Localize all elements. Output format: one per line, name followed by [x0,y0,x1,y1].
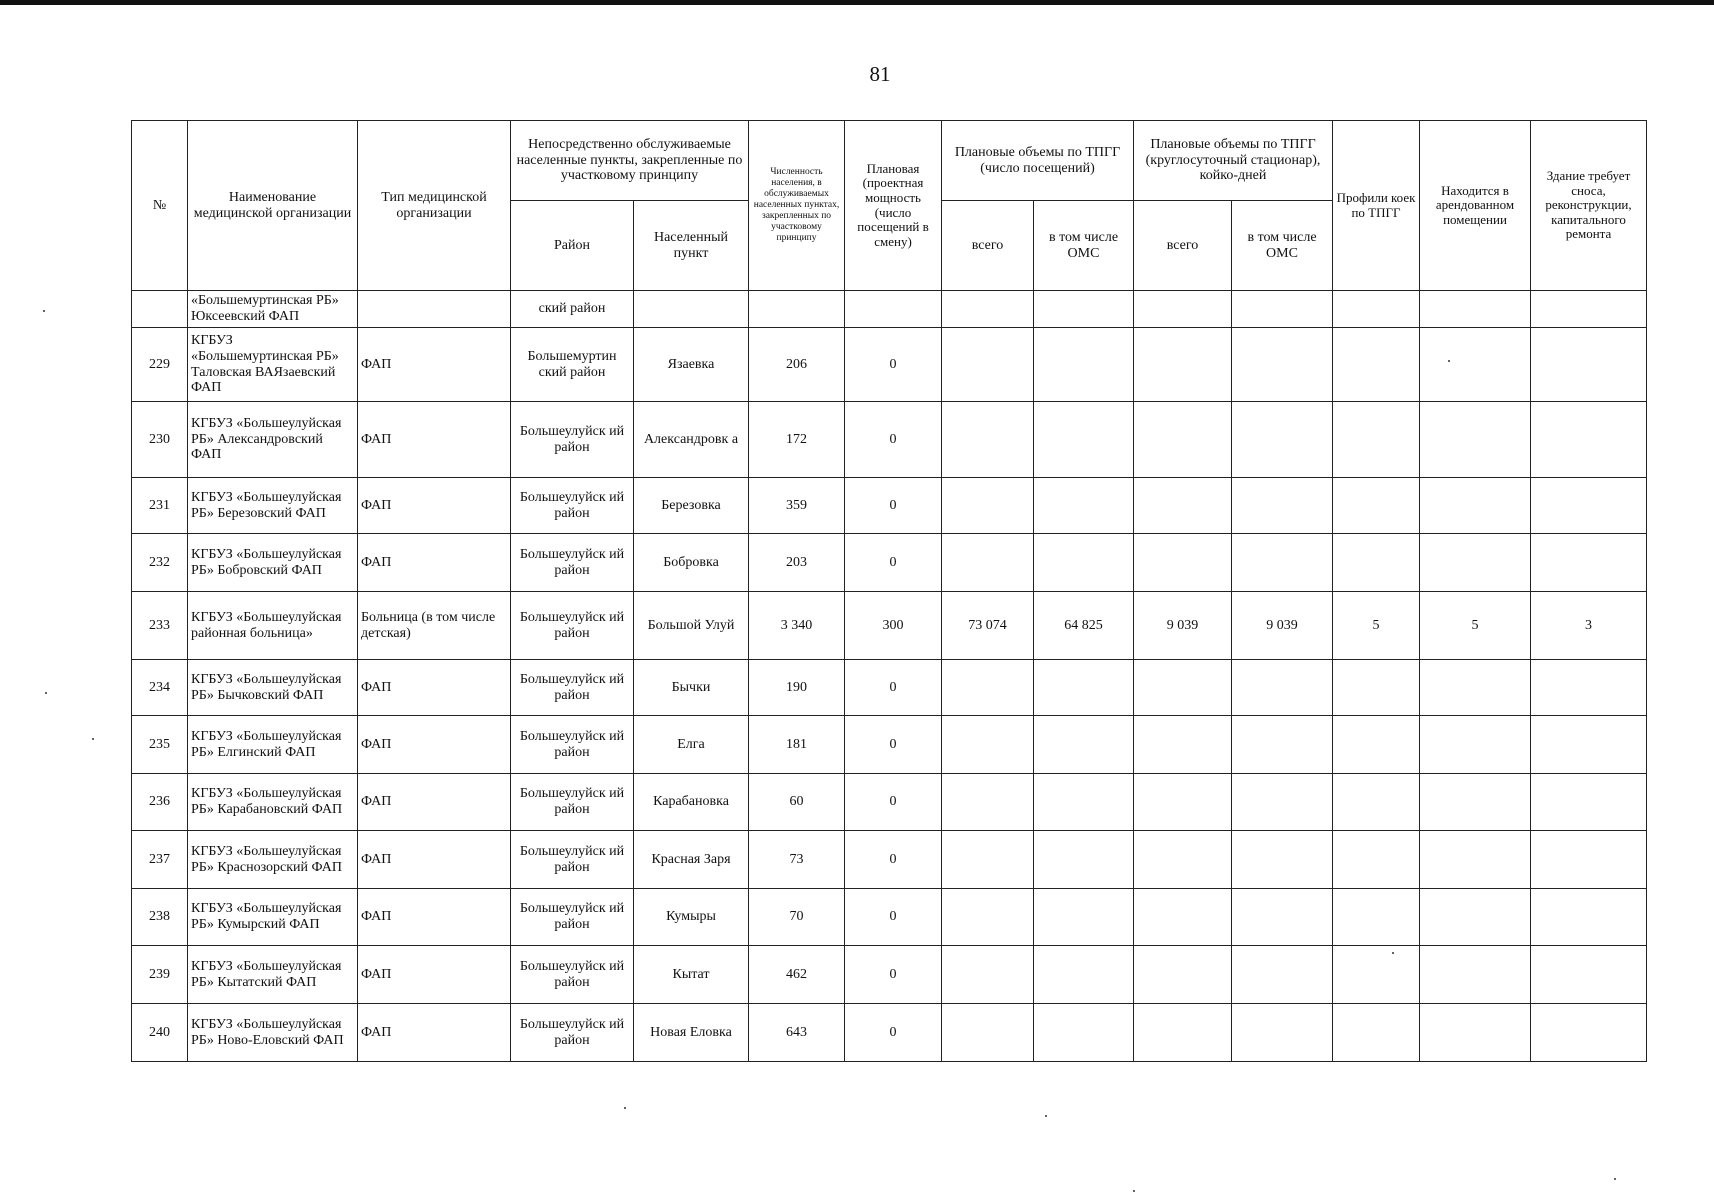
population-cell: 462 [749,946,845,1004]
bed-profiles-cell [1333,716,1420,774]
visits-oms-cell: 64 825 [1034,592,1134,660]
header-served-group: Непосредственно обслуживаемые населенные пункты, закрепленные по участковому принципу [511,121,749,201]
beds-total-cell [1134,946,1232,1004]
header-beds-oms: в том числе ОМС [1232,201,1333,291]
facility-name-cell: КГБУЗ «Большеулуйская РБ» Кумырский ФАП [188,889,358,946]
district-cell: Большеулуйск ий район [511,946,634,1004]
facility-type-cell: ФАП [358,660,511,716]
demolition-needed-cell [1531,1004,1647,1062]
visits-oms-cell [1034,478,1134,534]
table-row [132,1004,1647,1062]
visits-total-cell: 73 074 [942,592,1034,660]
visits-oms-cell [1034,328,1134,402]
beds-oms-cell [1232,716,1333,774]
header-type: Тип медицинской организации [358,121,511,291]
facility-name-cell: КГБУЗ «Большеулуйская РБ» Елгинский ФАП [188,716,358,774]
rented-premises-cell [1420,328,1531,402]
visits-total-cell [942,660,1034,716]
table-row [132,831,1647,889]
row-num-cell: 238 [132,889,188,946]
table-row [132,328,1647,402]
facility-name-cell: КГБУЗ «Большеулуйская РБ» Березовский ФАП [188,478,358,534]
table-row [132,402,1647,478]
rented-premises-cell [1420,402,1531,478]
beds-oms-cell [1232,328,1333,402]
bed-profiles-cell [1333,328,1420,402]
facility-name-cell: КГБУЗ «Большеулуйская РБ» Александровский ФАП [188,402,358,478]
header-visits-total: всего [942,201,1034,291]
header-population: Численность населения, в обслуживаемых населенных пунктах, закрепленных по участковому принципу [749,121,845,291]
header-district: Район [511,201,634,291]
capacity-cell: 0 [845,716,942,774]
scan-speck [1392,952,1394,954]
rented-premises-cell [1420,716,1531,774]
header-beds-total: всего [1134,201,1232,291]
district-cell: Большеулуйск ий район [511,660,634,716]
header-visits-oms: в том числе ОМС [1034,201,1134,291]
visits-oms-cell [1034,716,1134,774]
facility-type-cell: ФАП [358,716,511,774]
row-num-cell: 237 [132,831,188,889]
demolition-needed-cell [1531,946,1647,1004]
population-cell: 172 [749,402,845,478]
header-locality: Населенный пункт [634,201,749,291]
capacity-cell: 0 [845,946,942,1004]
facility-name-cell: КГБУЗ «Большеулуйская РБ» Бобровский ФАП [188,534,358,592]
population-cell: 73 [749,831,845,889]
population-cell: 643 [749,1004,845,1062]
visits-total-cell [942,328,1034,402]
district-cell: Большемуртин ский район [511,328,634,402]
locality-cell: Березовка [634,478,749,534]
bed-profiles-cell [1333,1004,1420,1062]
bed-profiles-cell [1333,660,1420,716]
facility-name-cell: КГБУЗ «Большеулуйская РБ» Карабановский ФАП [188,774,358,831]
visits-total-cell [942,1004,1034,1062]
rented-premises-cell [1420,478,1531,534]
visits-total-cell [942,946,1034,1004]
visits-oms-cell [1034,946,1134,1004]
locality-cell: Новая Еловка [634,1004,749,1062]
visits-oms-cell [1034,889,1134,946]
beds-total-cell [1134,478,1232,534]
beds-oms-cell [1232,402,1333,478]
table-row [132,534,1647,592]
bed-profiles-cell [1333,402,1420,478]
page-number: 81 [869,62,891,86]
visits-oms-cell [1034,831,1134,889]
beds-total-cell [1134,660,1232,716]
scan-speck [1448,360,1450,362]
demolition-needed-cell [1531,716,1647,774]
capacity-cell: 0 [845,889,942,946]
rented-premises-cell [1420,889,1531,946]
row-num-cell: 235 [132,716,188,774]
row-num-cell: 232 [132,534,188,592]
header-visits-group: Плановые объемы по ТПГГ (число посещений) [942,121,1134,201]
population-cell: 190 [749,660,845,716]
district-cell: Большеулуйск ий район [511,889,634,946]
visits-total-cell [942,774,1034,831]
continuation-row [132,291,1647,328]
district-cell: Большеулуйск ий район [511,831,634,889]
facility-type-cell: ФАП [358,478,511,534]
beds-total-cell [1134,831,1232,889]
row-num-cell: 229 [132,328,188,402]
rented-premises-cell [1420,660,1531,716]
bed-profiles-cell [1333,831,1420,889]
demolition-needed-cell [1531,831,1647,889]
beds-oms-cell [1232,1004,1333,1062]
beds-total-cell [1134,889,1232,946]
row-num-cell: 236 [132,774,188,831]
beds-total-cell: 9 039 [1134,592,1232,660]
facility-type-cell: ФАП [358,402,511,478]
capacity-cell: 0 [845,402,942,478]
locality-cell: Красная Заря [634,831,749,889]
header-beds-group: Плановые объемы по ТПГГ (круглосуточный стационар), койко-дней [1134,121,1333,201]
beds-oms-cell [1232,889,1333,946]
district-cell: Большеулуйск ий район [511,402,634,478]
visits-oms-cell [1034,660,1134,716]
beds-oms-cell [1232,478,1333,534]
rented-premises-cell [1420,774,1531,831]
capacity-cell: 0 [845,774,942,831]
bed-profiles-cell [1333,889,1420,946]
facility-name-cell: КГБУЗ «Большеулуйская районная больница» [188,592,358,660]
beds-oms-cell [1232,774,1333,831]
header-rented: Находится в арендованном помещении [1420,121,1531,291]
beds-total-cell [1134,1004,1232,1062]
beds-oms-cell [1232,534,1333,592]
beds-oms-cell [1232,831,1333,889]
table-row [132,889,1647,946]
population-cell: 359 [749,478,845,534]
row-num-cell: 233 [132,592,188,660]
table-row [132,660,1647,716]
table-row [132,774,1647,831]
continuation-name: «Большемуртинская РБ» Юксеевский ФАП [188,291,358,328]
facility-name-cell: КГБУЗ «Большемуртинская РБ» Таловская ВАЯзаевский ФАП [188,328,358,402]
bed-profiles-cell: 5 [1333,592,1420,660]
table-row [132,946,1647,1004]
demolition-needed-cell [1531,402,1647,478]
beds-oms-cell [1232,946,1333,1004]
header-demolition: Здание требует сноса, реконструкции, капитального ремонта [1531,121,1647,291]
demolition-needed-cell [1531,774,1647,831]
top-border-line [0,0,1714,5]
demolition-needed-cell [1531,889,1647,946]
rented-premises-cell [1420,1004,1531,1062]
scan-speck [92,738,94,740]
rented-premises-cell [1420,946,1531,1004]
capacity-cell: 0 [845,660,942,716]
facility-type-cell: ФАП [358,946,511,1004]
capacity-cell: 0 [845,478,942,534]
population-cell: 60 [749,774,845,831]
visits-total-cell [942,402,1034,478]
facility-type-cell: ФАП [358,328,511,402]
rented-premises-cell: 5 [1420,592,1531,660]
header-num: № [132,121,188,291]
facility-type-cell: ФАП [358,1004,511,1062]
population-cell: 70 [749,889,845,946]
rented-premises-cell [1420,831,1531,889]
district-cell: Большеулуйск ий район [511,1004,634,1062]
demolition-needed-cell [1531,660,1647,716]
visits-total-cell [942,478,1034,534]
beds-total-cell [1134,328,1232,402]
visits-oms-cell [1034,402,1134,478]
bed-profiles-cell [1333,534,1420,592]
locality-cell: Александровк а [634,402,749,478]
district-cell: Большеулуйск ий район [511,716,634,774]
demolition-needed-cell [1531,328,1647,402]
district-cell: Большеулуйск ий район [511,534,634,592]
beds-total-cell [1134,402,1232,478]
rented-premises-cell [1420,534,1531,592]
table-row [132,592,1647,660]
beds-total-cell [1134,774,1232,831]
facility-type-cell: ФАП [358,774,511,831]
capacity-cell: 300 [845,592,942,660]
locality-cell: Кумыры [634,889,749,946]
facility-name-cell: КГБУЗ «Большеулуйская РБ» Краснозорский ФАП [188,831,358,889]
capacity-cell: 0 [845,534,942,592]
facility-type-cell: ФАП [358,534,511,592]
population-cell: 181 [749,716,845,774]
beds-oms-cell: 9 039 [1232,592,1333,660]
visits-total-cell [942,534,1034,592]
population-cell: 203 [749,534,845,592]
demolition-needed-cell [1531,478,1647,534]
facility-name-cell: КГБУЗ «Большеулуйская РБ» Ново-Еловский ФАП [188,1004,358,1062]
locality-cell: Большой Улуй [634,592,749,660]
bed-profiles-cell [1333,946,1420,1004]
locality-cell: Язаевка [634,328,749,402]
bed-profiles-cell [1333,478,1420,534]
visits-oms-cell [1034,774,1134,831]
locality-cell: Бобровка [634,534,749,592]
visits-total-cell [942,716,1034,774]
header-profiles: Профили коек по ТПГГ [1333,121,1420,291]
facility-type-cell: ФАП [358,831,511,889]
beds-oms-cell [1232,660,1333,716]
facility-name-cell: КГБУЗ «Большеулуйская РБ» Кытатский ФАП [188,946,358,1004]
facility-name-cell: КГБУЗ «Большеулуйская РБ» Бычковский ФАП [188,660,358,716]
population-cell: 206 [749,328,845,402]
locality-cell: Кытат [634,946,749,1004]
table-row [132,716,1647,774]
header-capacity: Плановая (проектная мощность (число посещений в смену) [845,121,942,291]
table-row [132,478,1647,534]
continuation-district: ский район [511,291,634,328]
visits-oms-cell [1034,534,1134,592]
visits-total-cell [942,889,1034,946]
visits-total-cell [942,831,1034,889]
scan-speck [45,692,47,694]
population-cell: 3 340 [749,592,845,660]
row-num-cell: 234 [132,660,188,716]
capacity-cell: 0 [845,831,942,889]
scan-speck [1614,1178,1616,1180]
locality-cell: Елга [634,716,749,774]
scan-speck [1133,1190,1135,1192]
capacity-cell: 0 [845,1004,942,1062]
beds-total-cell [1134,716,1232,774]
locality-cell: Карабановка [634,774,749,831]
demolition-needed-cell [1531,534,1647,592]
facility-type-cell: ФАП [358,889,511,946]
row-num-cell: 231 [132,478,188,534]
header-name: Наименование медицинской организации [188,121,358,291]
beds-total-cell [1134,534,1232,592]
locality-cell: Бычки [634,660,749,716]
scan-speck [1045,1115,1047,1117]
district-cell: Большеулуйск ий район [511,774,634,831]
row-num-cell: 239 [132,946,188,1004]
row-num-cell: 240 [132,1004,188,1062]
bed-profiles-cell [1333,774,1420,831]
visits-oms-cell [1034,1004,1134,1062]
capacity-cell: 0 [845,328,942,402]
district-cell: Большеулуйск ий район [511,592,634,660]
scan-speck [43,310,45,312]
demolition-needed-cell: 3 [1531,592,1647,660]
scan-speck [624,1107,626,1109]
facilities-table [131,120,1647,1062]
row-num-cell: 230 [132,402,188,478]
district-cell: Большеулуйск ий район [511,478,634,534]
facility-type-cell: Больница (в том числе детская) [358,592,511,660]
